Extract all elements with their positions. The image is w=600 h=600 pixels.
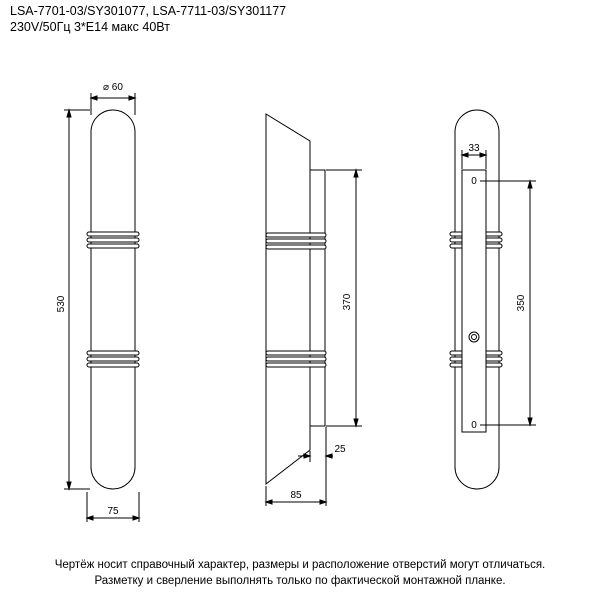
diameter-dimension <box>91 93 135 115</box>
side-ring-top <box>266 233 326 249</box>
wall-gap-dimension <box>298 427 333 462</box>
mounting-base-side <box>310 170 325 426</box>
height-label: 530 <box>56 295 67 313</box>
side-shade-outline <box>266 114 310 484</box>
diameter-label: ⌀ 60 <box>103 82 123 93</box>
front-ring-bottom <box>87 351 139 367</box>
front-tube-outline <box>91 110 135 489</box>
depth-label: 85 <box>290 490 302 501</box>
plate-hole-top: 0 <box>471 176 477 187</box>
hole-spacing-dimension <box>480 181 536 425</box>
front-ring-top <box>87 232 139 248</box>
side-ring-bottom <box>266 351 326 367</box>
wall-gap-label: 25 <box>334 444 346 455</box>
disclaimer-line-1: Чертёж носит справочный характер, размеры и расположение отверстий могут отличаться. <box>54 559 546 571</box>
plate-height-label: 370 <box>342 293 353 311</box>
plate-width-label: 33 <box>468 143 480 154</box>
mounting-plate <box>462 170 486 432</box>
width-label: 75 <box>107 506 119 517</box>
height-dimension <box>64 110 90 489</box>
plate-hole-bottom: 0 <box>471 420 477 431</box>
hole-spacing-label: 350 <box>516 294 527 312</box>
model-numbers: LSA-7701-03/SY301077, LSA-7711-03/SY301177 <box>10 4 287 18</box>
front-view <box>64 93 139 522</box>
disclaimer-line-2: Разметку и сверление выполнять только по фактической монтажной планке. <box>94 575 506 587</box>
electrical-specs: 230V/50Гц 3*E14 макс 40Вт <box>10 20 170 34</box>
